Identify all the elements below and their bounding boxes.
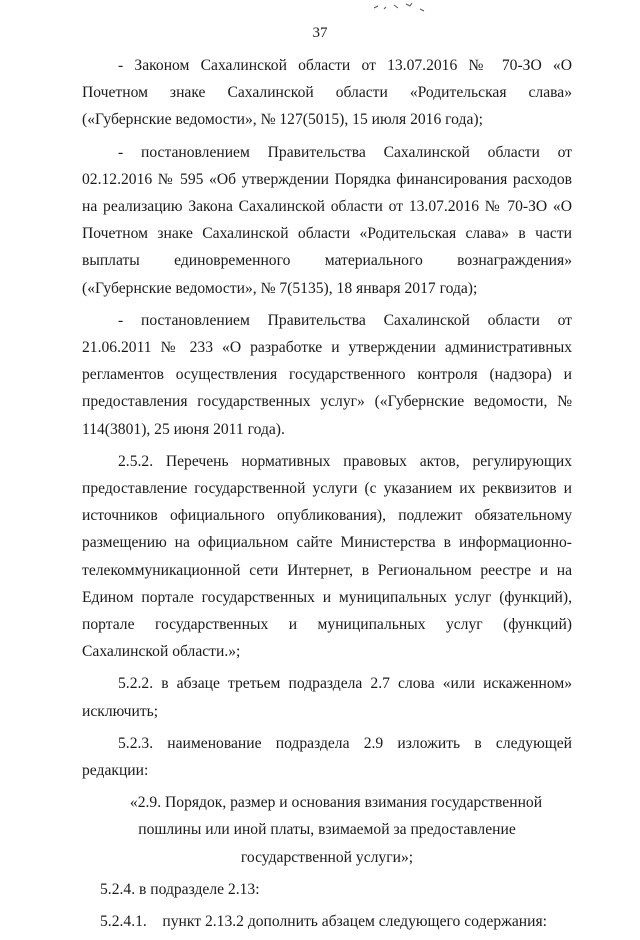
paragraph-5-2-3: 5.2.3. наименование подраздела 2.9 изложить в следующей редакции: [82, 734, 572, 780]
paragraph-5-2-2: 5.2.2. в абзаце третьем подраздела 2.7 слова «или искаженном» исключить; [82, 675, 572, 720]
page-number: 37 [312, 25, 328, 41]
paragraph-2-5-2: 2.5.2. Перечень нормативных правовых актов, регулирующих предоставление государственной услуги (с указанием их реквизитов и источников официального опубликования), подлежит обязательному размещению на официальном сайте Министерства в информационно-телекоммуникационной сети Интернет, в Региональном реестре и на Едином портале государственных и муниципальных услуг (функций), портале государственных и муниципальных услуг (функций) Сахалинской области.»; [82, 452, 572, 661]
document-body [82, 52, 572, 940]
paragraph-5-2-4-1: 5.2.4.1. пункт 2.13.2 дополнить абзацем следующего содержания: [100, 913, 548, 931]
paragraph-quote-2-9: «2.9. Порядок, размер и основания взимания государственной пошлины или иной платы, взимаемой за предоставление государственной услуги»; [129, 794, 543, 866]
scan-artifact-marks [372, 0, 432, 14]
paragraph-decree-595: - постановлением Правительства Сахалинской области от 02.12.2016 № 595 «Об утверждении Порядка финансирования расходов на реализацию Закона Сахалинской области от 13.07.2016 № 70-ЗО «О Почетном знаке Сахалинской области «Родительская слава» в части выплаты единовременного материального вознаграждения» («Губернские ведомости», № 7(5135), 18 января 2017 года); [82, 143, 572, 297]
paragraph-5-2-4: 5.2.4. в подразделе 2.13: [100, 880, 260, 898]
paragraph-law-70-zo: - Законом Сахалинской области от 13.07.2016 № 70-ЗО «О Почетном знаке Сахалинской области «Родительская слава» («Губернские ведомости», № 127(5015), 15 июля 2016 года); [82, 57, 572, 129]
paragraph-decree-233: - постановлением Правительства Сахалинской области от 21.06.2011 № 233 «О разработке и утверждении административных регламентов осуществления государственного контроля (надзора) и предоставления государственных услуг» («Губернские ведомости, № 114(3801), 25 июня 2011 года). [82, 311, 572, 438]
